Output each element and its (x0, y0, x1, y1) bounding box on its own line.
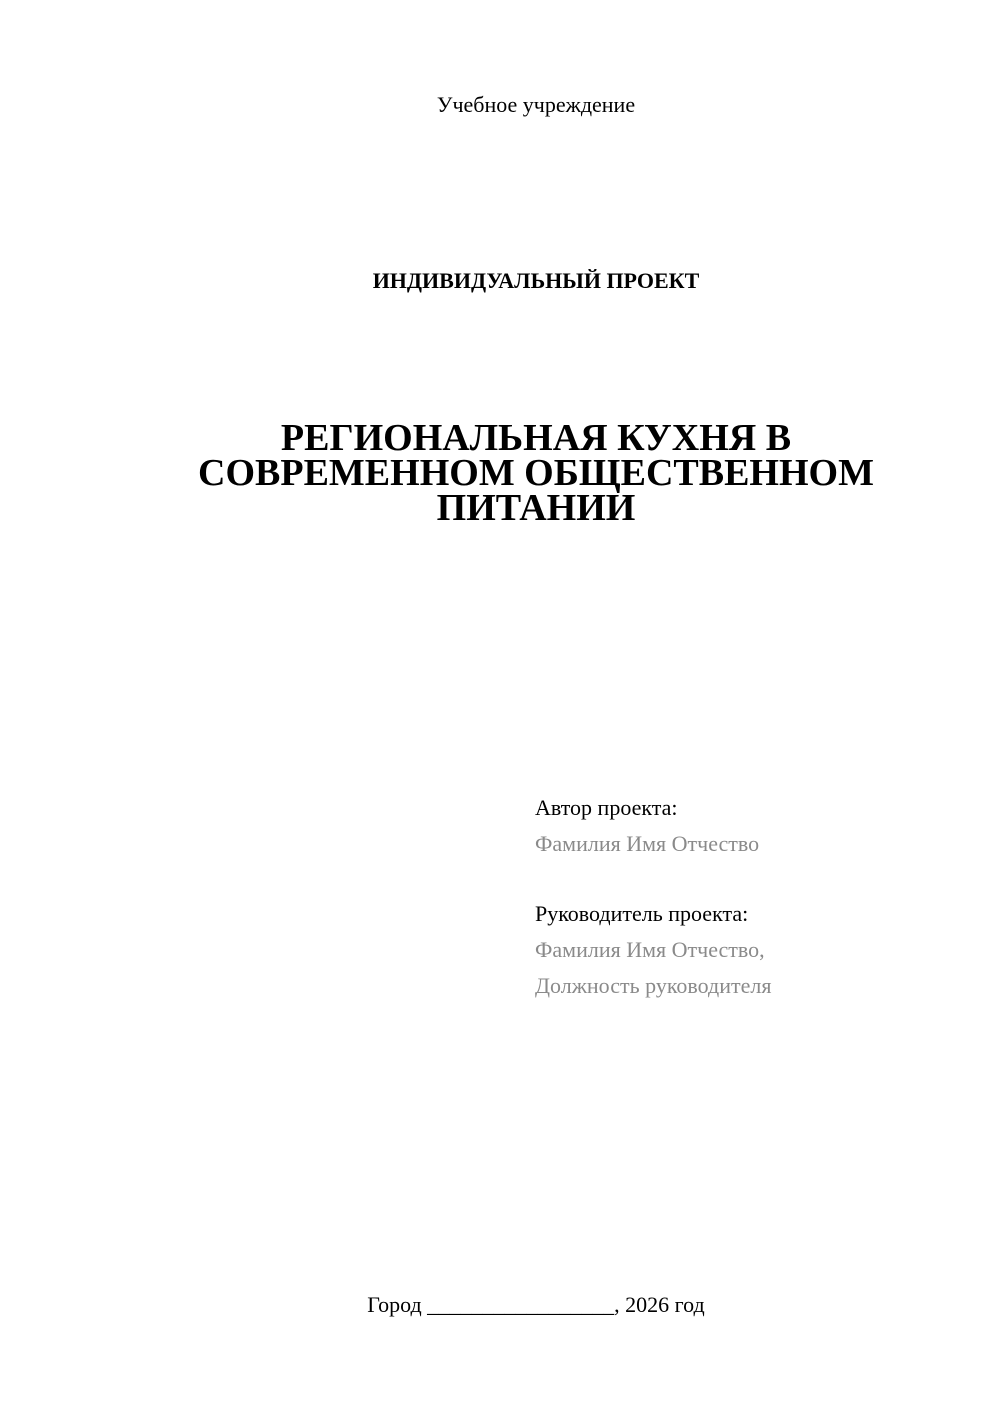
project-title-line: РЕГИОНАЛЬНАЯ КУХНЯ В (280, 417, 792, 459)
supervisor-name-placeholder: Фамилия Имя Отчество, (535, 937, 765, 962)
author-label: Автор проекта: (535, 795, 678, 820)
author-name-placeholder: Фамилия Имя Отчество (535, 831, 760, 856)
project-type-heading: ИНДИВИДУАЛЬНЫЙ ПРОЕКТ (372, 268, 700, 293)
project-title (0, 417, 1000, 529)
authors-block (535, 790, 771, 1004)
institution-name: Учебное учреждение (436, 92, 636, 117)
supervisor-position-placeholder: Должность руководителя (535, 973, 772, 998)
spacer (535, 862, 771, 896)
supervisor-label: Руководитель проекта: (535, 901, 749, 926)
city-year-footer: Город _________________, 2026 год (367, 1292, 705, 1317)
project-title-line: СОВРЕМЕННОМ ОБЩЕСТВЕННОМ (198, 452, 874, 494)
project-title-line: ПИТАНИИ (436, 487, 636, 529)
